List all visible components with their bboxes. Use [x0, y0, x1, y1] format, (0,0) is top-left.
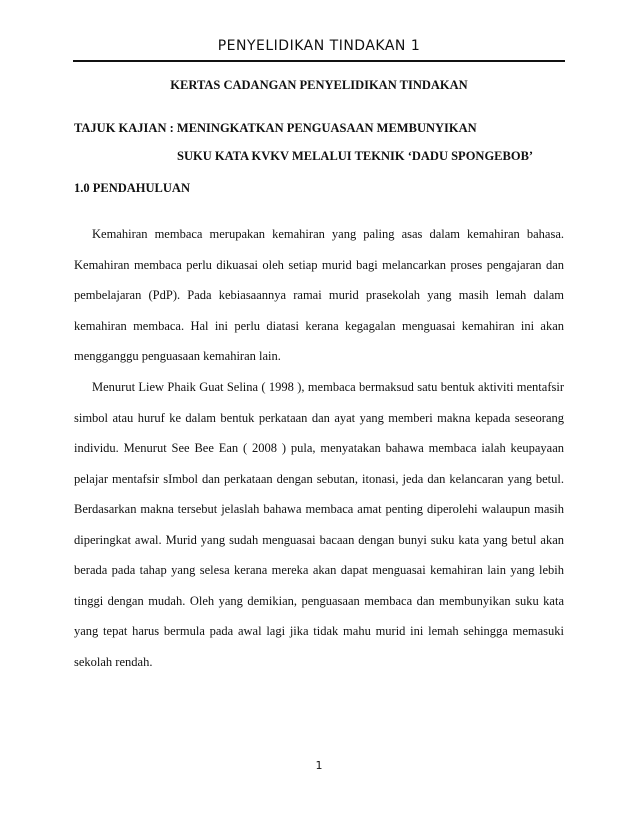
header-divider: [73, 60, 565, 62]
paragraph-definitions: Menurut Liew Phaik Guat Selina ( 1998 ), membaca bermaksud satu bentuk aktiviti mentafsir simbol atau huruf ke dalam bentuk perkataan dan ayat yang memberi makna kepada seseorang individu. Menurut See Bee Ean ( 2008 ) pula, menyatakan bahawa membaca ialah keupayaan pelajar mentafsir sImbol dan perkataan dengan sebutan, itonasi, jeda dan kelancaran yang betul. Berdasarkan makna tersebut jelaslah bahawa membaca amat penting diperolehi walaupun masih diperingkat awal. Murid yang sudah menguasai bacaan dengan bunyi suku kata yang betul akan berada pada tahap yang selesa kerana mereka akan dapat menguasai kemahiran lain yang lebih tinggi dengan mudah. Oleh yang demikian, penguasaan membaca dan membunyikan suku kata yang tepat harus bermula pada awal lagi jika tidak mahu murid ini lemah sehingga memasuki sekolah rendah.: [74, 380, 564, 669]
study-title-line-1: TAJUK KAJIAN : MENINGKATKAN PENGUASAAN MEMBUNYIKAN: [74, 121, 477, 135]
section-heading: 1.0 PENDAHULUAN: [74, 181, 190, 195]
running-header: PENYELIDIKAN TINDAKAN 1: [217, 38, 421, 54]
paragraph-intro: Kemahiran membaca merupakan kemahiran yang paling asas dalam kemahiran bahasa. Kemahiran membaca perlu dikuasai oleh setiap murid bagi melancarkan proses pengajaran dan pembelajaran (PdP). Pada kebiasaannya ramai murid prasekolah yang masih lemah dalam kemahiran membaca. Hal ini perlu diatasi kerana kegagalan menguasai kemahiran ini akan mengganggu penguasaan kemahiran lain.: [74, 227, 564, 363]
study-title-line-2: SUKU KATA KVKV MELALUI TEKNIK ‘DADU SPONGEBOB’: [177, 149, 534, 163]
page-number: 1: [315, 759, 323, 772]
document-heading: KERTAS CADANGAN PENYELIDIKAN TINDAKAN: [170, 78, 468, 92]
